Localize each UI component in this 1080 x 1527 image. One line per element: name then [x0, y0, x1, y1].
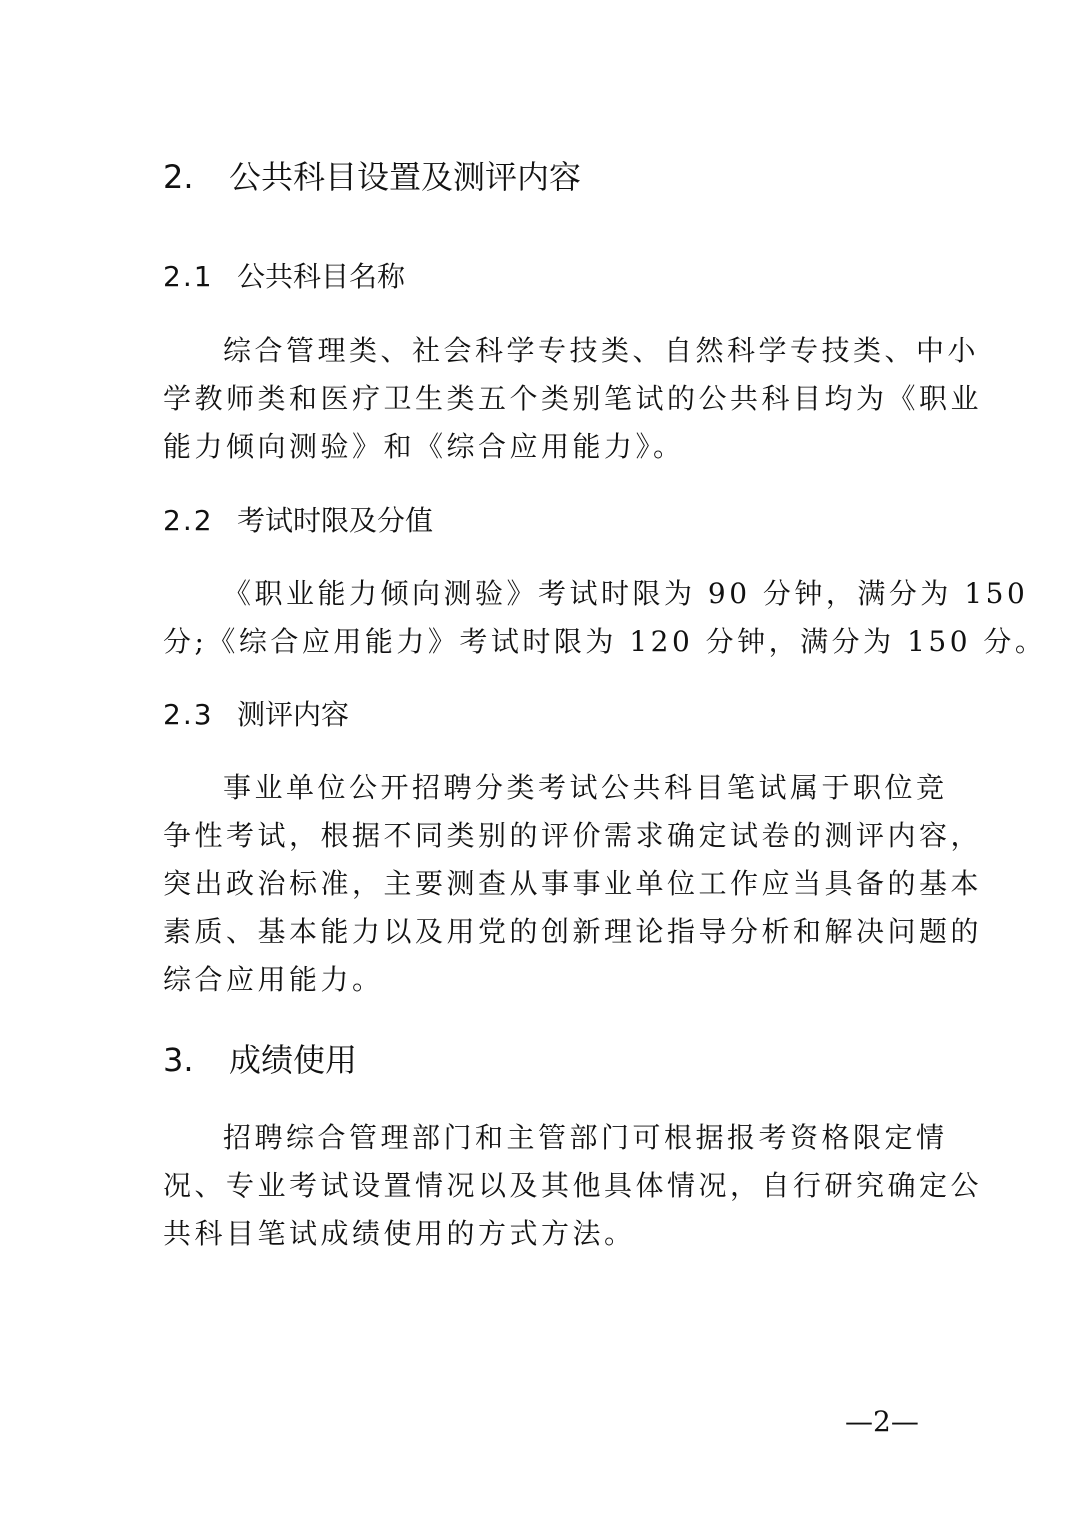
section-2-3-paragraph [163, 764, 983, 1004]
section-2-2-heading [163, 503, 433, 539]
section-2-heading [163, 157, 581, 197]
paragraph-line: 素质、基本能力以及用党的创新理论指导分析和解决问题的 [163, 915, 983, 948]
paragraph-line: 突出政治标准，主要测查从事事业单位工作应当具备的基本 [163, 867, 983, 900]
section-3-title: 成绩使用 [229, 1041, 358, 1079]
section-2-1-title: 公共科目名称 [237, 260, 406, 293]
section-2-title: 公共科目设置及测评内容 [229, 158, 582, 196]
paragraph-line: 《职业能力倾向测验》考试时限为 90 分钟，满分为 150 [223, 577, 1029, 610]
paragraph-line: 况、专业考试设置情况以及其他具体情况，自行研究确定公 [163, 1169, 983, 1202]
section-2-3-title: 测评内容 [237, 698, 350, 731]
paragraph-line: 学教师类和医疗卫生类五个类别笔试的公共科目均为《职业 [163, 382, 983, 415]
paragraph-line: 招聘综合管理部门和主管部门可根据报考资格限定情 [223, 1121, 948, 1154]
section-2-2-number: 2.2 [163, 504, 214, 537]
section-3-number: 3. [163, 1041, 194, 1079]
section-3-heading [163, 1040, 357, 1080]
paragraph-line: 共科目笔试成绩使用的方式方法。 [163, 1217, 636, 1250]
section-2-2-title: 考试时限及分值 [237, 504, 434, 537]
page-number: —2— [845, 1405, 919, 1438]
paragraph-line: 争性考试，根据不同类别的评价需求确定试卷的测评内容， [163, 819, 983, 852]
section-2-1-heading [163, 259, 405, 295]
section-2-1-paragraph [163, 327, 983, 471]
section-2-3-heading [163, 697, 349, 733]
section-3-paragraph [163, 1114, 983, 1258]
paragraph-line: 综合应用能力。 [163, 963, 384, 996]
paragraph-line: 分;《综合应用能力》考试时限为 120 分钟，满分为 150 分。 [163, 625, 1047, 658]
section-2-number: 2. [163, 158, 194, 196]
section-2-3-number: 2.3 [163, 698, 214, 731]
paragraph-line: 事业单位公开招聘分类考试公共科目笔试属于职位竞 [223, 771, 948, 804]
section-2-2-paragraph [163, 570, 1047, 666]
paragraph-line: 综合管理类、社会科学专技类、自然科学专技类、中小 [223, 334, 980, 367]
paragraph-line: 能力倾向测验》和《综合应用能力》。 [163, 430, 685, 463]
section-2-1-number: 2.1 [163, 260, 214, 293]
